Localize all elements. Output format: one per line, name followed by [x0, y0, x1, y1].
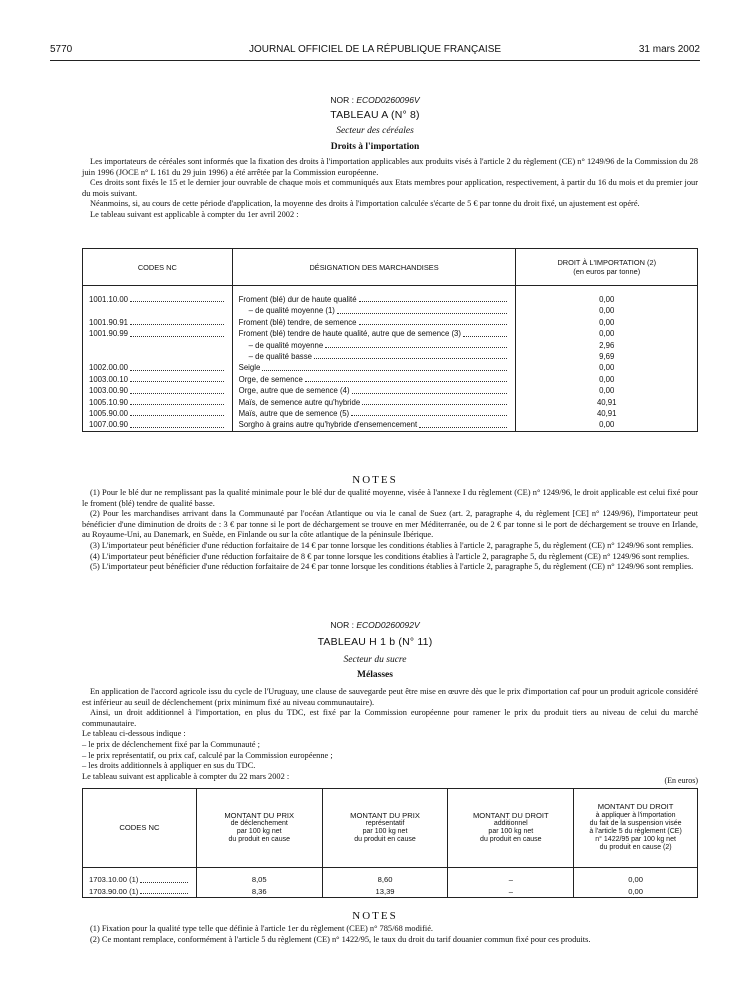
table-row: [83, 328, 698, 339]
col-header: MONTANT DU DROIT à appliquer à l'importation du fait de la suspension visée à l'article 5 du règlement (CE) n° 1422/95 par 100 kg net du produit en cause (2): [574, 789, 698, 868]
designation-cell: Seigle: [232, 362, 516, 373]
nc-code-cell: 1001.90.91: [83, 317, 233, 328]
representative-cell: 13,39: [322, 886, 448, 898]
notes-a: [82, 488, 698, 573]
notes-h: [82, 924, 698, 945]
table-row: [83, 886, 698, 898]
table-row: [83, 286, 698, 306]
section-a-intro: [82, 157, 698, 221]
note-item: (3) L'importateur peut bénéficier d'une réduction forfaitaire de 14 € par tonne lorsque les conditions établies à l'article 2, paragraphe 5, du règlement (CE) n° 1249/96 sont remplies.: [90, 540, 694, 550]
designation-cell: Orge, de semence: [232, 374, 516, 385]
notes-title-h: NOTES: [352, 910, 398, 922]
nc-code-cell: 1002.00.00: [83, 362, 233, 373]
list-item: – le prix de déclenchement fixé par la Communauté ;: [82, 739, 260, 749]
additional-cell: –: [448, 886, 574, 898]
duty-value-cell: 0,00: [516, 374, 698, 385]
designation-cell: Froment (blé) tendre de haute qualité, autre que de semence (3): [232, 328, 516, 339]
intro-paragraph: Les importateurs de céréales sont informés que la fixation des droits à l'importation applicables aux produits visés à l'article 2 du règlement (CE) n° 1249/96 de la Commission du 28 juin 1996 (JOCE n° L 161 du 29 juin 1996) a été arrêtée par la Commission européenne.: [82, 157, 698, 177]
table-row: [83, 397, 698, 408]
duty-value-cell: 2,96: [516, 340, 698, 351]
col-header: MONTANT DU DROIT additionnel par 100 kg net du produit en cause: [448, 789, 574, 868]
designation-cell: Froment (blé) tendre, de semence: [232, 317, 516, 328]
designation-cell: – de qualité basse: [232, 351, 516, 362]
table-row: [83, 305, 698, 316]
intro-paragraph: Le tableau suivant est applicable à compter du 1er avril 2002 :: [90, 209, 299, 219]
intro-paragraph: Néanmoins, si, au cours de cette période d'application, la moyenne des droits à l'importation calculée s'écarte de 5 € par tonne du droit fixé, un ajustement est opéré.: [90, 199, 640, 209]
table-row: [83, 385, 698, 396]
nc-code-cell: [83, 351, 233, 362]
nc-code-cell: 1001.90.99: [83, 328, 233, 339]
col-header-codes: CODES NC: [83, 249, 233, 286]
additional-cell: –: [448, 868, 574, 886]
molasses-subtitle: Mélasses: [357, 670, 393, 680]
note-item: (5) L'importateur peut bénéficier d'une réduction forfaitaire de 24 € par tonne lorsque les conditions établies à l'article 2, paragraphe 5, du règlement (CE) n° 1249/96 sont remplies.: [90, 562, 694, 572]
col-header: MONTANT DU PRIX de déclenchement par 100 kg net du produit en cause: [196, 789, 322, 868]
table-row: [83, 317, 698, 328]
applied-cell: 0,00: [574, 886, 698, 898]
nor-reference-a: NOR : ECOD0260096V: [330, 95, 420, 105]
import-duties-subtitle: Droits à l'importation: [330, 142, 420, 152]
trigger-cell: 8,05: [196, 868, 322, 886]
sector-sugar: Secteur du sucre: [343, 655, 407, 665]
notes-title-a: NOTES: [352, 474, 398, 486]
table-row: [83, 374, 698, 385]
intro-paragraph: Ainsi, un droit additionnel à l'importation, en plus du TDC, est fixé par la Commission européenne pour ramener le prix du produit tiers au niveau de celui du marché communautaire.: [82, 708, 698, 728]
intro-paragraph: Ces droits sont fixés le 15 et le dernier jour ouvrable de chaque mois et communiqués aux Etats membres pour application, respectivement, à partir du 16 du mois et du premier jour du mois suivant.: [82, 178, 698, 198]
table-row: [83, 340, 698, 351]
code-cell: 1703.90.00 (1): [83, 886, 197, 898]
trigger-cell: 8,36: [196, 886, 322, 898]
note-item: (2) Ce montant remplace, conformément à l'article 5 du règlement (CE) n° 1422/95, le taux du droit du tarif douanier commun fixé pour ces produits.: [90, 934, 591, 944]
nc-code-cell: 1007.00.90: [83, 419, 233, 431]
designation-cell: Maïs, de semence autre qu'hybride: [232, 397, 516, 408]
col-header: MONTANT DU PRIX représentatif par 100 kg net du produit en cause: [322, 789, 448, 868]
table-row: [83, 419, 698, 431]
note-item: (2) Pour les marchandises arrivant dans la Communauté par l'océan Atlantique ou via le canal de Suez (art. 2, paragraphe 4, du règlement [CE] n° 1249/96), l'importateur peut bénéficier d'une diminution de droits de : 3 € par tonne si le port de déchargement se trouve en mer Méditerranée, ou de 2 € par tonne si le port de déchargement se trouve en Irlande, au Royaume-Uni, au Danemark, en Suède, en Finlande ou sur la côte atlantique de la péninsule Ibérique.: [82, 509, 698, 540]
section-h-intro: [82, 687, 698, 782]
duty-value-cell: 40,91: [516, 397, 698, 408]
nc-code-cell: 1003.00.90: [83, 385, 233, 396]
intro-paragraph: En application de l'accord agricole issu du cycle de l'Uruguay, une clause de sauvegarde peut être mise en œuvre dès que le prix d'importation caf pour un produit agricole considéré est inférieur au seuil de déclenchement (prix minimum fixé au niveau communautaire).: [82, 687, 698, 707]
duty-value-cell: 0,00: [516, 286, 698, 306]
duty-value-cell: 0,00: [516, 317, 698, 328]
designation-cell: Maïs, autre que de semence (5): [232, 408, 516, 419]
representative-cell: 8,60: [322, 868, 448, 886]
duty-value-cell: 0,00: [516, 419, 698, 431]
currency-unit: (En euros): [664, 776, 698, 785]
nc-code-cell: 1005.10.90: [83, 397, 233, 408]
journal-title: JOURNAL OFFICIEL DE LA RÉPUBLIQUE FRANÇAISE: [248, 44, 502, 55]
nc-code-cell: [83, 305, 233, 316]
note-item: (4) L'importateur peut bénéficier d'une réduction forfaitaire de 8 € par tonne lorsque les conditions établies à l'article 2, paragraphe 5, du règlement (CE) n° 1249/96 sont remplies.: [90, 551, 690, 561]
duty-value-cell: 9,69: [516, 351, 698, 362]
duty-value-cell: 0,00: [516, 328, 698, 339]
issue-date: 31 mars 2002: [638, 44, 700, 55]
col-header-duty: DROIT À L'IMPORTATION (2) (en euros par tonne): [516, 249, 698, 286]
designation-cell: – de qualité moyenne (1): [232, 305, 516, 316]
list-item: – le prix représentatif, ou prix caf, calculé par la Commission européenne ;: [82, 750, 333, 760]
designation-cell: Froment (blé) dur de haute qualité: [232, 286, 516, 306]
table-row: [83, 362, 698, 373]
designation-cell: Sorgho à grains autre qu'hybride d'ensemencement: [232, 419, 516, 431]
nor-code: ECOD0260092V: [356, 620, 420, 630]
list-item: – les droits additionnels à appliquer en sus du TDC.: [82, 761, 256, 771]
header-rule: [50, 60, 700, 61]
table-h-title: TABLEAU H 1 b (N° 11): [317, 636, 433, 648]
col-header: CODES NC: [83, 789, 197, 868]
table-a-title: TABLEAU A (N° 8): [330, 109, 420, 121]
code-cell: 1703.10.00 (1): [83, 868, 197, 886]
nc-code-cell: 1005.90.00: [83, 408, 233, 419]
table-row: [83, 408, 698, 419]
designation-cell: Orge, autre que de semence (4): [232, 385, 516, 396]
page-header: [50, 44, 700, 60]
cereal-duties-table: [82, 248, 698, 432]
intro-paragraph: Le tableau suivant est applicable à compter du 22 mars 2002 :: [82, 771, 290, 781]
col-header-designation: DÉSIGNATION DES MARCHANDISES: [232, 249, 516, 286]
sector-cereals: Secteur des céréales: [336, 126, 414, 136]
applied-cell: 0,00: [574, 868, 698, 886]
table-row: [83, 351, 698, 362]
designation-cell: – de qualité moyenne: [232, 340, 516, 351]
duty-value-cell: 40,91: [516, 408, 698, 419]
nc-code-cell: [83, 340, 233, 351]
nor-code: ECOD0260096V: [356, 95, 420, 105]
intro-paragraph: Le tableau ci-dessous indique :: [82, 729, 186, 739]
duty-value-cell: 0,00: [516, 305, 698, 316]
nor-reference-h: NOR : ECOD0260092V: [330, 620, 420, 630]
page-number: 5770: [50, 44, 73, 55]
nc-code-cell: 1003.00.10: [83, 374, 233, 385]
note-item: (1) Fixation pour la qualité type telle que définie à l'article 1er du règlement (CEE) n° 785/68 modifié.: [90, 924, 434, 933]
molasses-table: [82, 788, 698, 898]
note-item: (1) Pour le blé dur ne remplissant pas la qualité minimale pour le blé dur de qualité moyenne, visée à l'annexe I du règlement (CE) n° 1249/96, le droit applicable est celui fixé pour le froment (blé) tendre de qualité basse.: [82, 488, 698, 508]
duty-value-cell: 0,00: [516, 362, 698, 373]
table-row: [83, 868, 698, 886]
nc-code-cell: 1001.10.00: [83, 286, 233, 306]
duty-value-cell: 0,00: [516, 385, 698, 396]
